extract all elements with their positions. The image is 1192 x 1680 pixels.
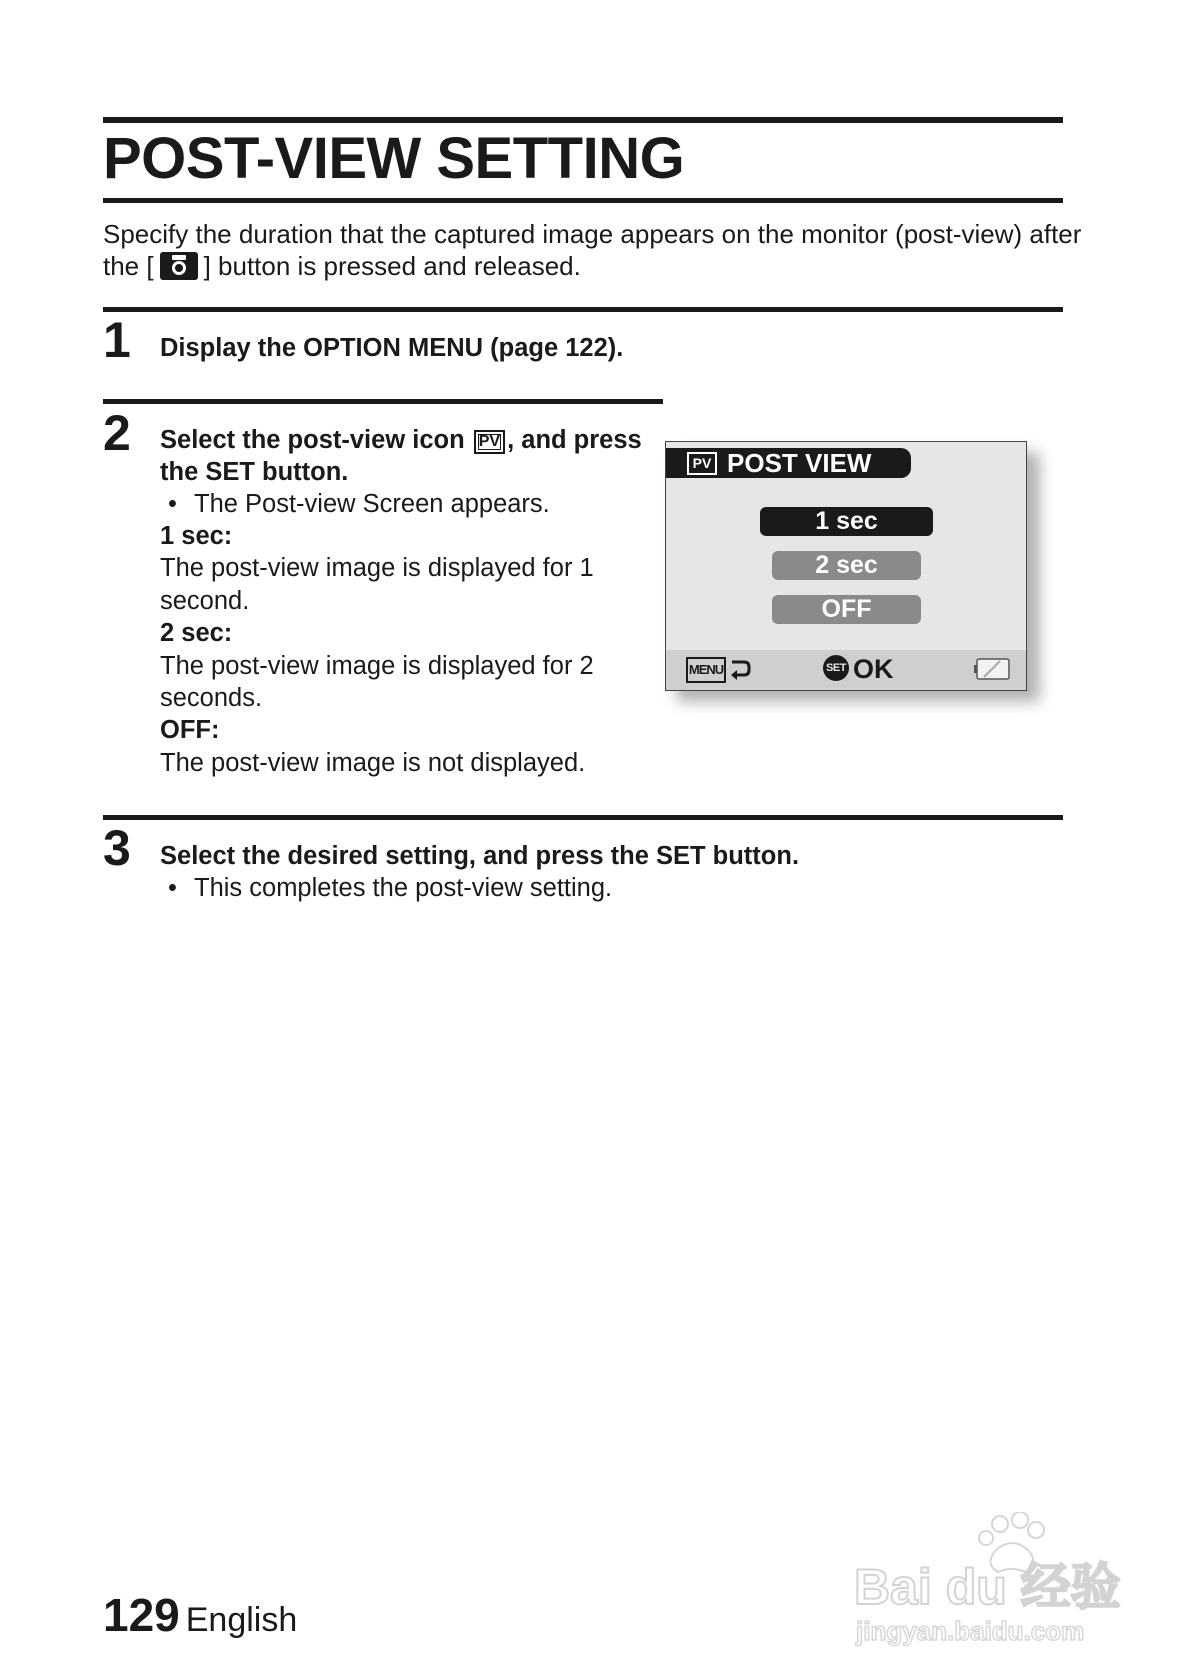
option-1-sec[interactable]: 1 sec bbox=[760, 507, 933, 536]
option-2-sec[interactable]: 2 sec bbox=[772, 551, 921, 580]
step-3-content bbox=[160, 840, 1040, 904]
intro-text-after: ] button is pressed and released. bbox=[203, 251, 581, 281]
step-2-heading-after: , and press the SET button. bbox=[160, 426, 642, 486]
menu-button-icon[interactable]: MENU bbox=[686, 657, 726, 683]
step-3-bullet bbox=[160, 872, 1040, 904]
step-1-heading: Display the OPTION MENU (page 122). bbox=[160, 334, 624, 362]
battery-icon bbox=[974, 658, 1010, 680]
post-view-icon: PV bbox=[474, 430, 505, 454]
step-2-rule bbox=[103, 399, 663, 404]
return-arrow-icon bbox=[728, 656, 752, 682]
step-2-content bbox=[160, 424, 650, 779]
step-2-bullet-text: The Post-view Screen appears. bbox=[194, 490, 550, 518]
term-2-sec-desc: The post-view image is displayed for 2 seconds. bbox=[160, 651, 594, 713]
step-2-heading-before: Select the post-view icon bbox=[160, 426, 465, 454]
intro-text-before: Specify the duration that the captured image appears on the monitor (post-view) after the [ bbox=[103, 219, 1082, 281]
title-top-rule bbox=[103, 117, 1063, 123]
set-button-icon[interactable]: SET bbox=[823, 655, 849, 681]
step-1-number: 1 bbox=[103, 312, 131, 368]
page-language: English bbox=[185, 1601, 298, 1639]
term-2-sec: 2 sec: bbox=[160, 619, 233, 648]
title-bottom-rule bbox=[103, 198, 1063, 203]
post-view-screen bbox=[665, 441, 1027, 691]
step-3-number: 3 bbox=[103, 820, 131, 876]
screen-title-bar bbox=[666, 448, 911, 478]
bullet-dot: • bbox=[168, 874, 177, 902]
step-2-bullet bbox=[160, 488, 650, 520]
watermark-brand: Bai du 经验 bbox=[854, 1559, 1121, 1615]
pv-icon: PV bbox=[687, 452, 717, 475]
ok-label: OK bbox=[853, 654, 894, 684]
step-1-rule bbox=[103, 307, 1063, 312]
term-off: OFF: bbox=[160, 716, 220, 745]
camera-icon bbox=[160, 252, 198, 280]
step-3-bullet-text: This completes the post-view setting. bbox=[194, 874, 613, 902]
option-off[interactable]: OFF bbox=[772, 595, 921, 624]
step-3-rule bbox=[103, 815, 1063, 820]
step-2-number: 2 bbox=[103, 405, 131, 461]
intro-paragraph bbox=[103, 218, 1083, 282]
screen-title: POST VIEW bbox=[727, 448, 872, 478]
page-number: 129 bbox=[103, 1589, 180, 1641]
term-1-sec-desc: The post-view image is displayed for 1 second. bbox=[160, 554, 594, 615]
page-title: POST-VIEW SETTING bbox=[103, 126, 685, 191]
baidu-watermark bbox=[850, 1512, 1130, 1652]
step-2-heading bbox=[160, 424, 650, 488]
watermark-url: jingyan.baidu.com bbox=[856, 1616, 1085, 1646]
screen-footer bbox=[666, 650, 1026, 690]
step-3-heading: Select the desired setting, and press the SET button. bbox=[160, 842, 800, 870]
term-1-sec: 1 sec: bbox=[160, 522, 233, 550]
page-footer bbox=[103, 1589, 297, 1653]
bullet-dot: • bbox=[168, 490, 177, 518]
term-off-desc: The post-view image is not displayed. bbox=[160, 748, 586, 777]
